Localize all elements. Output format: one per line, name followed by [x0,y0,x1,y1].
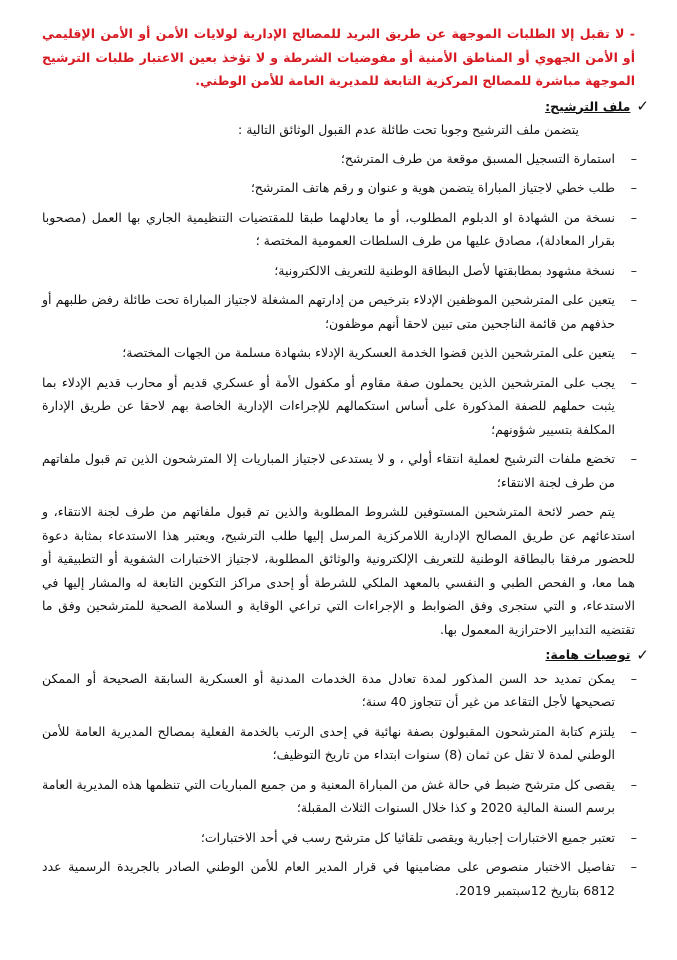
file-section-heading [42,95,649,119]
list-item-text: تفاصيل الاختبار منصوص على مضامينها في قرار المدير العام للأمن الوطني الصادر بالجريدة الرسمية عدد 6812 بتاريخ 12سبتمبر 2019. [42,859,615,898]
checkmark-icon: ✓ [636,645,649,664]
dash-bullet: – [630,859,637,874]
list-item-text: تخضع ملفات الترشيح لعملية انتقاء أولي ، و لا يستدعى لاجتياز المباريات إلا المترشحون الذين تم قبول ملفاتهم من طرف لجنة الانتقاء؛ [42,451,615,490]
dash-bullet: – [630,345,637,360]
list-item-text: نسخة من الشهادة او الدبلوم المطلوب، أو ما يعادلهما طبقا للمقتضيات التنظيمية الجاري بها العمل (مصحوبا بقرار المعادلة)، مصادق عليها من طرف السلطات العمومية المختصة ؛ [42,209,615,248]
list-item [42,720,637,767]
list-item [42,773,637,820]
list-item-text: يلتزم كتابة المترشحون المقبولون بصفة نهائية في إحدى الرتب بالخدمة الفعلية بمصالح المديرية العامة للأمن الوطني لمدة لا تقل عن ثمان (8) سنوات ابتداء من تاريخ التوظيف؛ [42,723,615,762]
list-item-text: نسخة مشهود بمطابقتها لأصل البطاقة الوطنية للتعريف الالكترونية؛ [274,262,615,278]
dash-bullet: – [630,776,637,792]
dash-bullet: – [630,374,637,390]
recommendations-title: توصيات هامة: [545,647,631,662]
list-item [42,176,637,200]
dash-bullet: – [630,670,637,686]
dash-bullet: – [630,209,637,225]
dash-bullet: – [630,180,637,195]
list-item-text: يمكن تمديد حد السن المذكور لمدة تعادل مدة الخدمات المدنية أو العسكرية السابقة الصحيحة أو الممكن تصحيحها لأجل التقاعد من غير أن تتجاوز 40 سنة؛ [42,670,615,709]
list-item [42,288,637,335]
list-item-text: يتعين على المترشحين الذين قضوا الخدمة العسكرية الإدلاء بشهادة مسلمة من الجهات المختصة؛ [122,345,615,360]
file-section-intro: يتضمن ملف الترشيح وجوبا تحت طائلة عدم القبول الوثائق التالية : [238,122,579,137]
list-item [42,447,637,494]
list-item [42,206,637,253]
list-item [42,147,637,171]
list-item-text: يتعين على المترشحين الموظفين الإدلاء بترخيص من إدارتهم المشغلة لاجتياز المباراة تحت طائلة رفض طلبهم أو حذفهم من قائمة الناجحين متى تبين لاحقا أنهم موظفون؛ [42,292,615,331]
list-item [42,371,637,442]
list-item [42,259,637,283]
list-item [42,826,637,850]
dash-bullet: – [630,723,637,739]
list-item-text: تعتبر جميع الاختبارات إجبارية ويقصى تلقائيا كل مترشح رسب في أحد الاختبارات؛ [200,829,615,845]
dash-bullet: – [630,150,637,166]
list-item [42,341,637,365]
list-item-text: يجب على المترشحين الذين يحملون صفة مقاوم أو مكفول الأمة أو عسكري قديم أو محارب قديم الإدلاء بما يثبت حملهم للصفة المذكورة على أساس استكمالهم للإجراءات الإدارية الخاصة بهم لاحقا عن طريق الإدارة المكلفة بتسيير شؤونهم؛ [42,374,615,437]
list-item-text: استمارة التسجيل المسبق موقعة من طرف المترشح؛ [340,150,615,166]
list-item-text: يقصى كل مترشح ضبط في حالة غش من المباراة المعنية و من جميع المباريات التي تنظمها هذه المديرية العامة برسم السنة المالية 2020 و كذا خلال السنوات الثلاث المقبلة؛ [42,776,615,815]
dash-bullet: – [630,451,637,466]
checkmark-icon: ✓ [636,97,649,116]
recommendations-heading [42,643,649,667]
notice-paragraph: - لا تقبل إلا الطلبات الموجهة عن طريق البريد للمصالح الإدارية لولايات الأمن أو الأمن الإقليمي أو الأمن الجهوي أو المناطق الأمنية أو مفوضيات الشرطة و لا تؤخذ بعين الاعتبار طلبات الترشيح الموجهة مباشرة للمصالح المركزية التابعة للمديرية العامة للأمن الوطني. [42,26,635,88]
list-item [42,855,637,902]
dash-bullet: – [630,829,637,845]
selection-paragraph: يتم حصر لائحة المترشحين المستوفين للشروط المطلوبة والذين تم قبول ملفاتهم من طرف لجنة الانتقاء، و استدعائهم عن طريق المصالح الإدارية اللامركزية المرسل إليها طلب الترشيح، ويعتبر هذا الاستدعاء بمثابة دعوة للحضور مرفقا بالبطاقة الوطنية للتعريف الإلكترونية والوثائق المطلوبة، لاجتياز الاختبارات الشفوية أو التطبيقية أو هما معا، و الفحص الطبي و النفسي بالمعهد الملكي للشرطة أو إحدى مراكز التكوين التابعة له والمشار إليها في الاستدعاء، و التي ستجرى وفق الضوابط و الإجراءات التي تراعي الوقاية و السلامة الصحية للمترشحين وفق ما تقتضيه التدابير الاحترازية المعمول بها. [42,504,635,637]
list-item [42,667,637,714]
dash-bullet: – [630,262,637,278]
list-item-text: طلب خطي لاجتياز المباراة يتضمن هوية و عنوان و رقم هاتف المترشح؛ [250,180,615,195]
file-section-title: ملف الترشيح: [545,98,631,114]
dash-bullet: – [630,292,637,307]
